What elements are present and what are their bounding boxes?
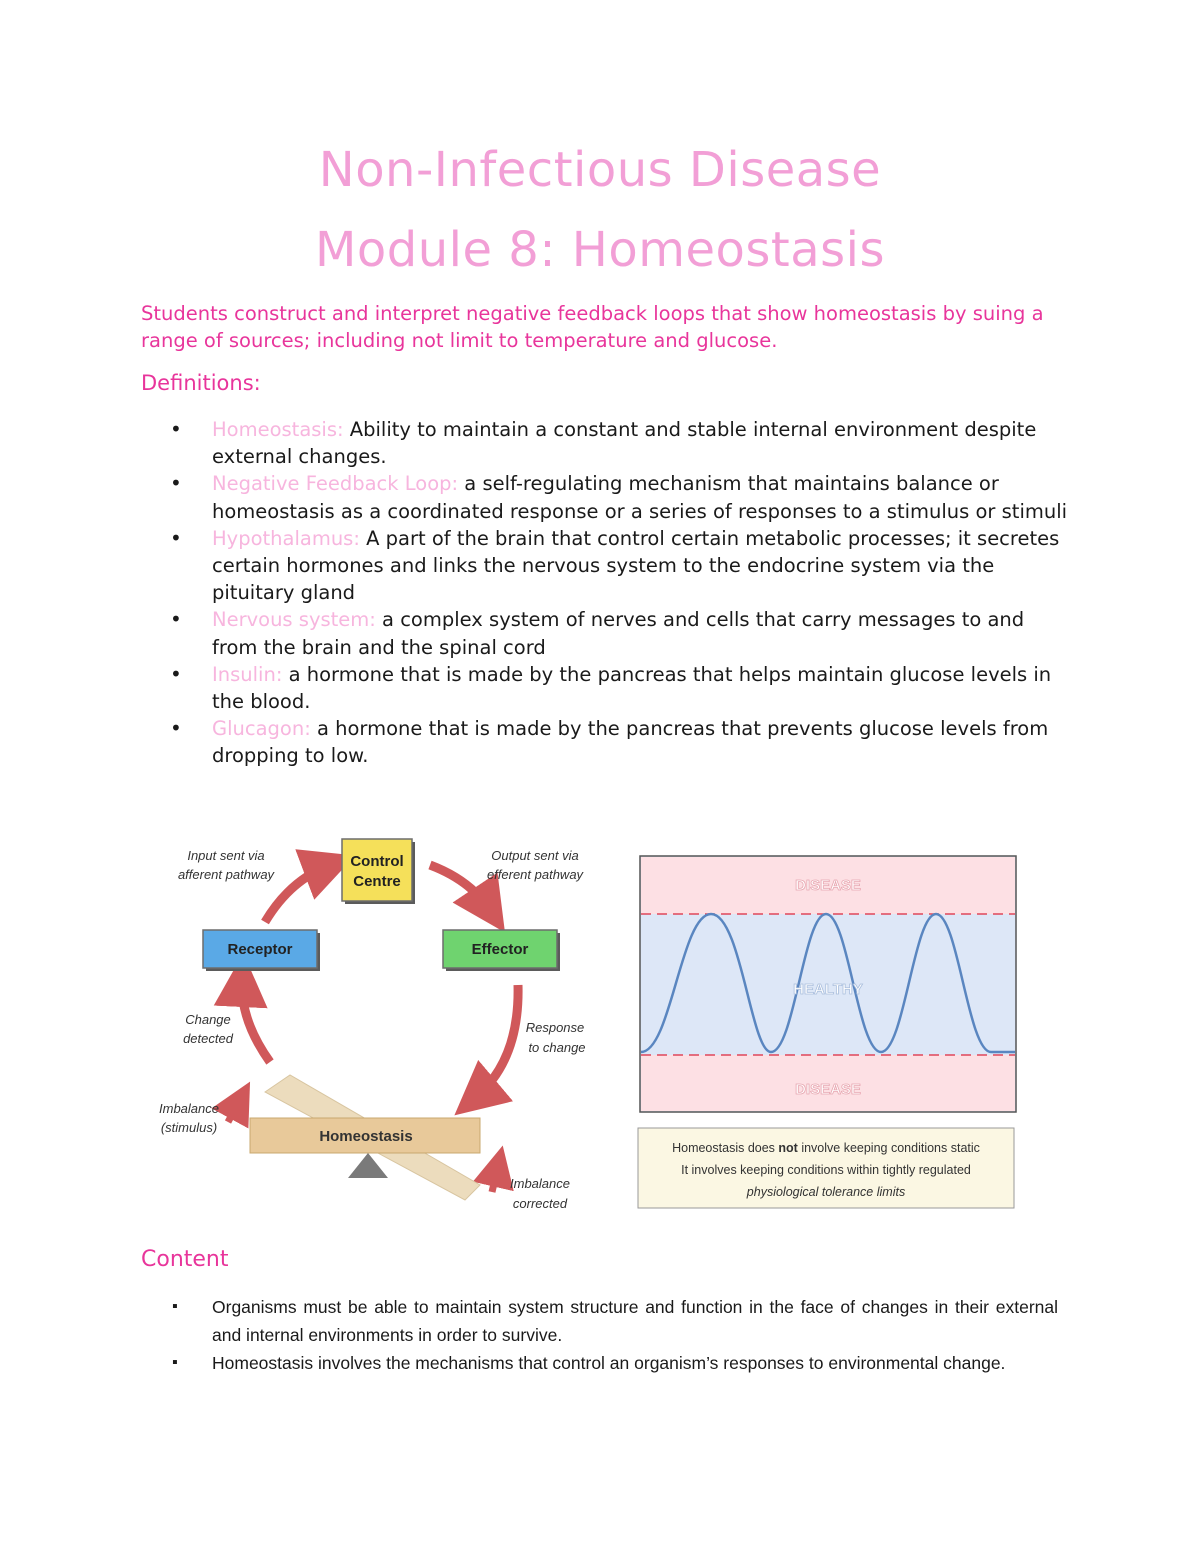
output-label-2: efferent pathway <box>486 867 584 882</box>
control-centre-box <box>342 839 415 904</box>
definition-term: Glucagon: <box>212 717 311 741</box>
caption-line-2: It involves keeping conditions within tightly regulated <box>681 1163 971 1177</box>
change-label-2: detected <box>183 1031 233 1046</box>
homeostasis-seesaw <box>250 1075 480 1200</box>
definition-item <box>170 715 1070 769</box>
content-item: ▪ Homeostasis involves the mechanisms that control an organism’s responses to environmental change. <box>170 1349 1058 1377</box>
page-subtitle: Module 8: Homeostasis <box>315 222 885 278</box>
control-centre-label-1: Control <box>350 853 404 870</box>
response-label-1: Response <box>525 1020 585 1035</box>
definition-item <box>170 416 1070 470</box>
arrow-homeostasis-to-receptor <box>242 980 270 1062</box>
definition-term: Nervous system: <box>212 608 376 632</box>
definition-text: A part of the brain that control certain metabolic processes; it secretes certain hormones and links the nervous system to the endocrine system via the pituitary gland <box>212 526 1060 605</box>
definition-text: a hormone that is made by the pancreas that prevents glucose levels from dropping to low. <box>212 717 1049 768</box>
definition-term: Hypothalamus: <box>212 526 360 550</box>
content-item: ▪ Organisms must be able to maintain system structure and function in the face of changes in their external and internal environments in order to survive. <box>170 1293 1058 1349</box>
disease-bottom-label: DISEASE <box>795 1081 861 1098</box>
corrected-label-2: corrected <box>512 1196 568 1211</box>
definition-item <box>170 525 1070 607</box>
response-label-2: to change <box>528 1040 586 1055</box>
page-title: Non-Infectious Disease <box>318 142 882 198</box>
definition-term: Homeostasis: <box>212 418 344 441</box>
caption-line-3: physiological tolerance limits <box>746 1185 906 1199</box>
definition-term: Insulin: <box>212 662 283 686</box>
feedback-loop-diagram <box>140 830 610 1220</box>
healthy-label: HEALTHY <box>793 981 863 998</box>
definition-text: a self-regulating mechanism that maintains balance or homeostasis as a coordinated response or a series of responses to a stimulus or stimuli <box>212 472 1068 523</box>
imbalance-label-2: (stimulus) <box>160 1120 218 1135</box>
arrow-effector-to-homeostasis <box>475 985 518 1098</box>
definition-item <box>170 661 1070 715</box>
tolerance-graph <box>636 852 1020 1212</box>
disease-top-label: DISEASE <box>795 877 861 894</box>
definitions-list <box>170 416 1070 770</box>
receptor-box <box>203 930 320 971</box>
caption-line-1: Homeostasis does not involve keeping conditions static <box>672 1141 980 1155</box>
arrow-imbalance <box>228 1100 240 1122</box>
definition-text: a complex system of nerves and cells that carry messages to and from the brain and the spinal cord <box>212 608 1025 659</box>
definition-term: Negative Feedback Loop: <box>212 472 459 496</box>
definition-text: a hormone that is made by the pancreas that helps maintain glucose levels in the blood. <box>212 662 1052 714</box>
effector-box <box>443 930 560 971</box>
change-label-1: Change <box>185 1012 231 1027</box>
arrow-receptor-to-control <box>265 865 330 922</box>
intro-paragraph: Students construct and interpret negative feedback loops that show homeostasis by suing a range of sources; including not limit to temperature and glucose. <box>141 302 1044 352</box>
content-heading: Content <box>141 1247 229 1272</box>
definition-item <box>170 470 1070 524</box>
corrected-label-1: Imbalance <box>510 1176 570 1191</box>
effector-label: Effector <box>471 941 529 958</box>
homeostasis-label: Homeostasis <box>319 1128 413 1145</box>
output-label-1: Output sent via <box>491 848 579 863</box>
definition-text: Ability to maintain a constant and stable internal environment despite external changes. <box>212 418 1037 469</box>
arrow-control-to-effector <box>430 865 490 910</box>
control-centre-label-2: Centre <box>353 873 401 890</box>
input-label-1: Input sent via <box>187 848 265 863</box>
tolerance-caption <box>638 1128 1014 1208</box>
imbalance-label-1: Imbalance <box>159 1101 219 1116</box>
receptor-label: Receptor <box>227 941 293 958</box>
definitions-heading: Definitions: <box>141 371 261 395</box>
content-list <box>170 1293 1058 1377</box>
input-label-2: afferent pathway <box>177 867 275 882</box>
arrow-corrected <box>492 1166 498 1192</box>
definition-item <box>170 606 1070 660</box>
